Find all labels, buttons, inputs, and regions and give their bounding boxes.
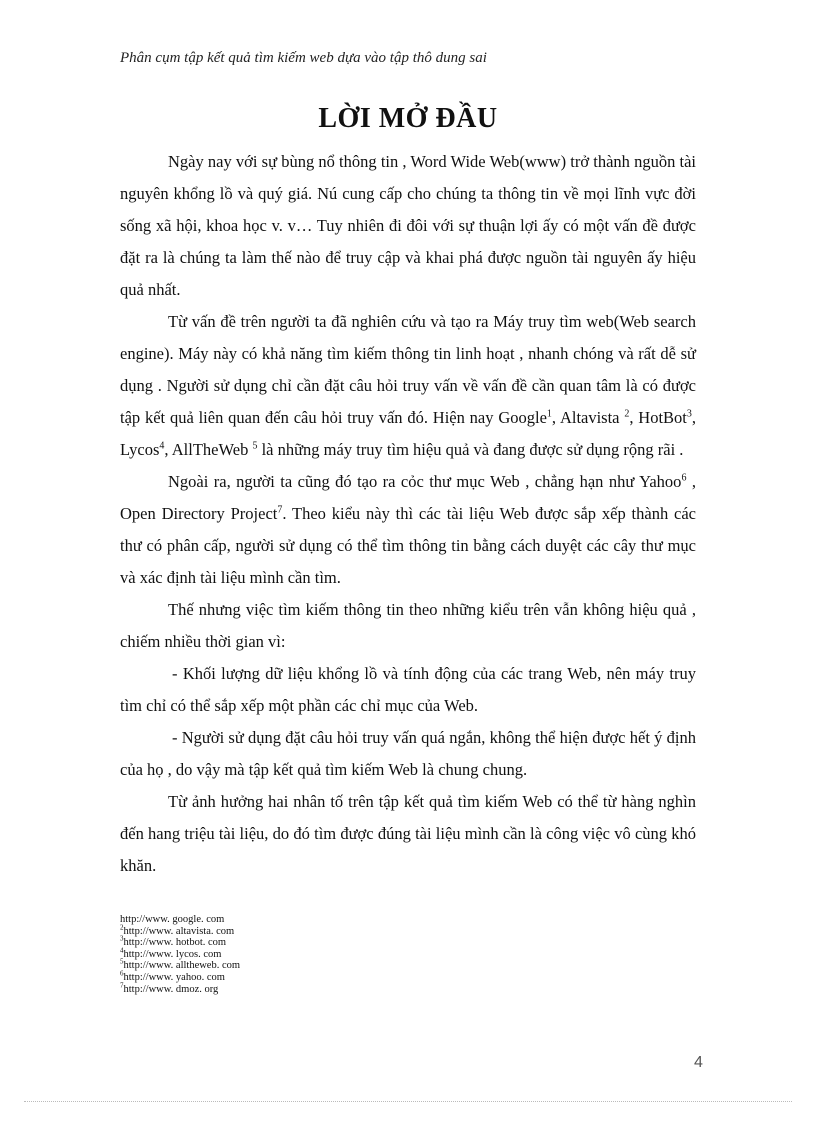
footnote-url: http://www. altavista. com [123,925,235,937]
page-title: LỜI MỞ ĐẦU [318,103,498,134]
footnote [120,923,240,938]
paragraph-4: Thế nhưng việc tìm kiếm thông tin theo những kiểu trên vẫn không hiệu quả , chiếm nhiều thời gian vì: [120,600,696,651]
footnote [120,914,240,926]
page-number: 4 [694,1054,703,1071]
paragraph-2-text-6: là những máy truy tìm hiệu quả và đang được sử dụng rộng rãi . [257,440,684,459]
footnote-number: 6 [120,969,124,978]
paragraph-3-text-3: . Theo kiểu này thì các tài liệu Web được sắp xếp thành các thư có phân cấp, người sử dụng có thể tìm thông tin bằng cách duyệt các cây thư mục và xác định tài liệu mình cần tìm. [120,504,696,587]
paragraph-2-text-5: , AllTheWeb [164,440,253,459]
paragraph-3-text-1: Ngoài ra, người ta cũng đó tạo ra cỏc thư mục Web , chẳng hạn như Yahoo [168,472,682,491]
footnote-ref-2: 2 [624,408,630,420]
footnote-ref-5: 5 [252,440,258,452]
footnote-number: 5 [120,957,124,966]
footnote [120,957,241,972]
paragraph-2-text-2: , Altavista [551,408,625,427]
footnote-number: 2 [120,923,124,932]
paragraph-3-text-2: , Open Directory Project [120,472,696,523]
footnote-url: http://www. yahoo. com [123,971,225,983]
bullet-1: - Khối lượng dữ liệu khổng lồ và tính động của các trang Web, nên máy truy tìm chỉ có thể sắp xếp một phần các chỉ mục của Web. [120,664,696,715]
footnotes [120,914,240,995]
footnote-ref-3: 3 [686,408,692,420]
footnote-url: http://www. lycos. com [123,948,222,960]
running-header: Phân cụm tập kết quả tìm kiếm web dựa vào tập thô dung sai [120,50,487,66]
bullet-2: - Người sử dụng đặt câu hỏi truy vấn quá ngắn, không thể hiện được hết ý định của họ , do vậy mà tập kết quả tìm kiếm Web là chung chung. [120,728,696,779]
footnote [120,981,240,996]
footnote [120,969,240,984]
footnote-url: http://www. alltheweb. com [123,960,241,972]
footnote-ref-6: 6 [681,472,687,484]
footnote-ref-4: 4 [159,440,165,452]
footnote-url: http://www. dmoz. org [123,983,219,995]
body-text [120,146,696,882]
footnote-number: 3 [120,934,124,943]
paragraph-1: Ngày nay với sự bùng nổ thông tin , Word Wide Web(www) trở thành nguồn tài nguyên khổng lồ và quý giá. Nú cung cấp cho chúng ta thông tin về mọi lĩnh vực đời sống xã hội, khoa học v. v… Tuy nhiên đi đôi với sự thuận lợi ấy có một vấn đề được đặt ra là chúng ta làm thế nào để truy cập và khai phá được nguồn tài nguyên ấy hiệu quả nhất. [120,152,696,299]
footnote-ref-1: 1 [546,408,552,420]
footnote [120,946,240,961]
footnote-ref-7: 7 [277,504,283,516]
footnote [120,934,240,949]
paragraph-2-text-1: Từ vấn đề trên người ta đã nghiên cứu và tạo ra Máy truy tìm web(Web search engine). Máy này có khả năng tìm kiếm thông tin linh hoạt , nhanh chóng và rất dễ sử dụng . Người sử dụng chỉ cần đặt câu hỏi truy vấn về vấn đề cần quan tâm là có được tập kết quả liên quan đến câu hỏi truy vấn đó. Hiện nay Google [120,312,696,427]
page-bottom-divider [24,1101,792,1102]
footnote-number: 7 [120,981,124,990]
footnote-url: http://www. hotbot. com [123,937,227,949]
paragraph-2-text-3: , HotBot [629,408,687,427]
paragraph-5: Từ ảnh hưởng hai nhân tố trên tập kết quả tìm kiếm Web có thể từ hàng nghìn đến hang triệu tài liệu, do đó tìm được đúng tài liệu mình cần là công việc vô cùng khó khăn. [120,792,696,875]
paragraph-3 [120,466,696,594]
paragraph-2-text-4: , Lycos [120,408,697,459]
paragraph-2 [120,306,696,466]
footnote-url: http://www. google. com [120,914,225,925]
footnote-number: 4 [120,946,124,955]
